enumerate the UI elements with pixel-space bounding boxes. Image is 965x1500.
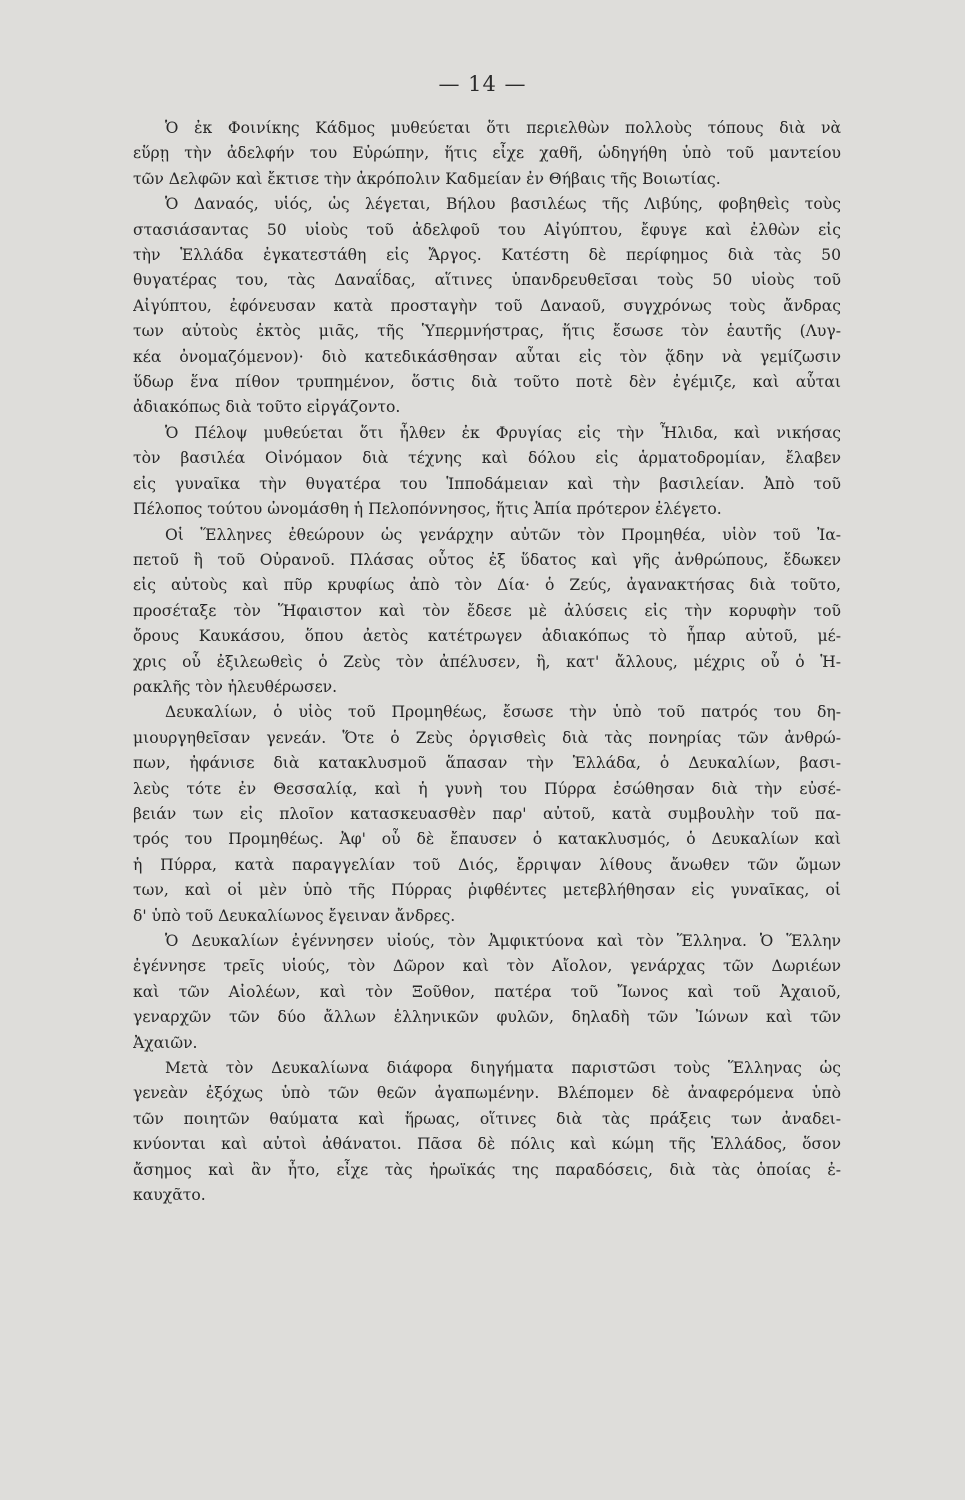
text-line: τῶν ποιητῶν θαύματα καὶ ἥρωας, οἵτινες διὰ τὰς πράξεις των ἀναδει- [133,1109,841,1128]
text-line: πετοῦ ἢ τοῦ Οὐρανοῦ. Πλάσας οὗτος ἐξ ὕδατος καὶ γῆς ἀνθρώπους, ἔδωκεν [133,550,841,569]
text-line: τρός του Προμηθέως. Ἀφ' οὗ δὲ ἔπαυσεν ὁ κατακλυσμός, ὁ Δευκαλίων καὶ [133,830,841,849]
text-line: μιουργηθεῖσαν γενεάν. Ὅτε ὁ Ζεὺς ὀργισθεὶς διὰ τὰς πονηρίας τῶν ἀνθρώ- [133,728,841,747]
text-line: Ἀχαιῶν. [133,1033,198,1052]
text-line: Ὁ ἐκ Φοινίκης Κάδμος μυθεύεται ὅτι περιελθὼν πολλοὺς τόπους διὰ νὰ [165,119,841,137]
text-line: Δευκαλίων, ὁ υἱὸς τοῦ Προμηθέως, ἔσωσε τὴν ὑπὸ τοῦ πατρός του δη- [165,703,841,722]
text-line: προσέταξε τὸν Ἥφαιστον καὶ τὸν ἔδεσε μὲ ἀλύσεις εἰς τὴν κορυφὴν τοῦ [133,601,841,620]
text-line: Οἱ Ἕλληνες ἐθεώρουν ὡς γενάρχην αὐτῶν τὸν Προμηθέα, υἱὸν τοῦ Ἰα- [165,525,841,544]
text-line: Ὁ Δευκαλίων ἐγέννησεν υἱούς, τὸν Ἀμφικτύονα καὶ τὸν Ἕλληνα. Ὁ Ἕλλην [165,932,841,950]
text-line: ὄρους Καυκάσου, ὅπου ἀετὸς κατέτρωγεν ἀδιακόπως τὸ ἧπαρ αὐτοῦ, μέ- [133,627,841,646]
text-line: Πέλοπος τούτου ὠνομάσθη ἡ Πελοπόννησος, ἥτις Ἀπία πρότερον ἐλέγετο. [133,500,722,519]
text-line: θυγατέρας του, τὰς Δαναΐδας, αἵτινες ὑπανδρευθεῖσαι τοὺς 50 υἱοὺς τοῦ [133,271,841,290]
text-line: βειάν των εἰς πλοῖον κατασκευασθὲν παρ' αὐτοῦ, κατὰ συμβουλὴν τοῦ πα- [133,804,841,823]
paragraph [133,700,841,929]
text-line: καὶ τῶν Αἰολέων, καὶ τὸν Ξοῦθον, πατέρα τοῦ Ἴωνος καὶ τοῦ Ἀχαιοῦ, [133,982,841,1001]
text-line: τὴν Ἑλλάδα ἐγκατεστάθη εἰς Ἄργος. Κατέστη δὲ περίφημος διὰ τὰς 50 [133,246,841,265]
text-line: των αὐτοὺς ἐκτὸς μιᾶς, τῆς Ὑπερμνήστρας, ἥτις ἔσωσε τὸν ἑαυτῆς (Λυγ- [133,322,841,341]
paragraph [133,929,841,1056]
text-line: γεναρχῶν τῶν δύο ἄλλων ἑλληνικῶν φυλῶν, δηλαδὴ τῶν Ἰώνων καὶ τῶν [133,1008,841,1027]
paragraph [133,1056,841,1208]
text-line: καυχᾶτο. [133,1186,206,1205]
text-line: Μετὰ τὸν Δευκαλίωνα διάφορα διηγήματα παριστῶσι τοὺς Ἕλληνας ὡς [165,1059,841,1078]
text-line: Ὁ Δαναός, υἱός, ὡς λέγεται, Βήλου βασιλέως τῆς Λιβύης, φοβηθεὶς τοὺς [165,195,841,214]
text-line: στασιάσαντας 50 υἱοὺς τοῦ ἀδελφοῦ του Αἰγύπτου, ἔφυγε καὶ ἐλθὼν εἰς [133,220,841,239]
text-line: εἰς αὐτοὺς καὶ πῦρ κρυφίως ἀπὸ τὸν Δία· ὁ Ζεύς, ἀγανακτήσας διὰ τοῦτο, [133,576,841,595]
paragraph [133,421,841,523]
paragraph [133,116,841,192]
paragraph [133,523,841,701]
text-line: εὕρῃ τὴν ἀδελφήν του Εὐρώπην, ἥτις εἶχε χαθῆ, ὡδηγήθη ὑπὸ τοῦ μαντείου [133,144,841,163]
text-line: κέα ὀνομαζόμενον)· διὸ κατεδικάσθησαν αὗται εἰς τὸν ᾅδην νὰ γεμίζωσιν [133,347,841,366]
text-line: πων, ἠφάνισε διὰ κατακλυσμοῦ ἅπασαν τὴν Ἑλλάδα, ὁ Δευκαλίων, βασι- [133,754,841,773]
text-line: χρις οὗ ἐξιλεωθεὶς ὁ Ζεὺς τὸν ἀπέλυσεν, ἢ, κατ' ἄλλους, μέχρις οὗ ὁ Ἡ- [133,652,841,671]
text-line: λεὺς τότε ἐν Θεσσαλίᾳ, καὶ ἡ γυνὴ του Πύρρα ἐσώθησαν διὰ τὴν εὐσέ- [133,779,841,798]
text-line: των, καὶ οἱ μὲν ὑπὸ τῆς Πύρρας ῥιφθέντες μετεβλήθησαν εἰς γυναῖκας, οἱ [133,881,841,900]
text-line: τῶν Δελφῶν καὶ ἔκτισε τὴν ἀκρόπολιν Καδμείαν ἐν Θήβαις τῆς Βοιωτίας. [133,169,721,188]
text-line: κνύονται καὶ αὐτοὶ ἀθάνατοι. Πᾶσα δὲ πόλις καὶ κώμη τῆς Ἑλλάδος, ὅσον [133,1135,841,1154]
text-line: ἄσημος καὶ ἂν ἦτο, εἶχε τὰς ἡρωϊκάς της παραδόσεις, διὰ τὰς ὁποίας ἐ- [133,1160,841,1179]
page-number: — 14 — [438,72,527,96]
paragraph [133,192,841,421]
text-line: δ' ὑπὸ τοῦ Δευκαλίωνος ἔγειναν ἄνδρες. [133,906,456,925]
text-line: τὸν βασιλέα Οἰνόμαον διὰ τέχνης καὶ δόλου εἰς ἁρματοδρομίαν, ἔλαβεν [133,449,841,468]
text-line: ἀδιακόπως διὰ τοῦτο εἰργάζοντο. [133,398,401,417]
body-text [133,116,841,1208]
text-line: εἰς γυναῖκα τὴν θυγατέρα του Ἱπποδάμειαν καὶ τὴν βασιλείαν. Ἀπὸ τοῦ [133,474,841,493]
text-line: Αἰγύπτου, ἐφόνευσαν κατὰ προσταγὴν τοῦ Δαναοῦ, συγχρόνως τοὺς ἄνδρας [133,296,841,315]
text-line: ὕδωρ ἕνα πίθον τρυπημένον, ὅστις διὰ τοῦτο ποτὲ δὲν ἐγέμιζε, καὶ αὗται [133,373,841,392]
text-line: ρακλῆς τὸν ἠλευθέρωσεν. [133,677,338,696]
text-line: ἡ Πύρρα, κατὰ παραγγελίαν τοῦ Διός, ἔρριψαν λίθους ἄνωθεν τῶν ὤμων [133,855,841,874]
text-line: ἐγέννησε τρεῖς υἱούς, τὸν Δῶρον καὶ τὸν Αἴολον, γενάρχας τῶν Δωριέων [133,957,841,976]
text-line: γενεὰν ἐξόχως ὑπὸ τῶν θεῶν ἀγαπωμένην. Βλέπομεν δὲ ἀναφερόμενα ὑπὸ [133,1084,841,1103]
text-line: Ὁ Πέλοψ μυθεύεται ὅτι ἦλθεν ἐκ Φρυγίας εἰς τὴν Ἦλιδα, καὶ νικήσας [165,423,841,442]
